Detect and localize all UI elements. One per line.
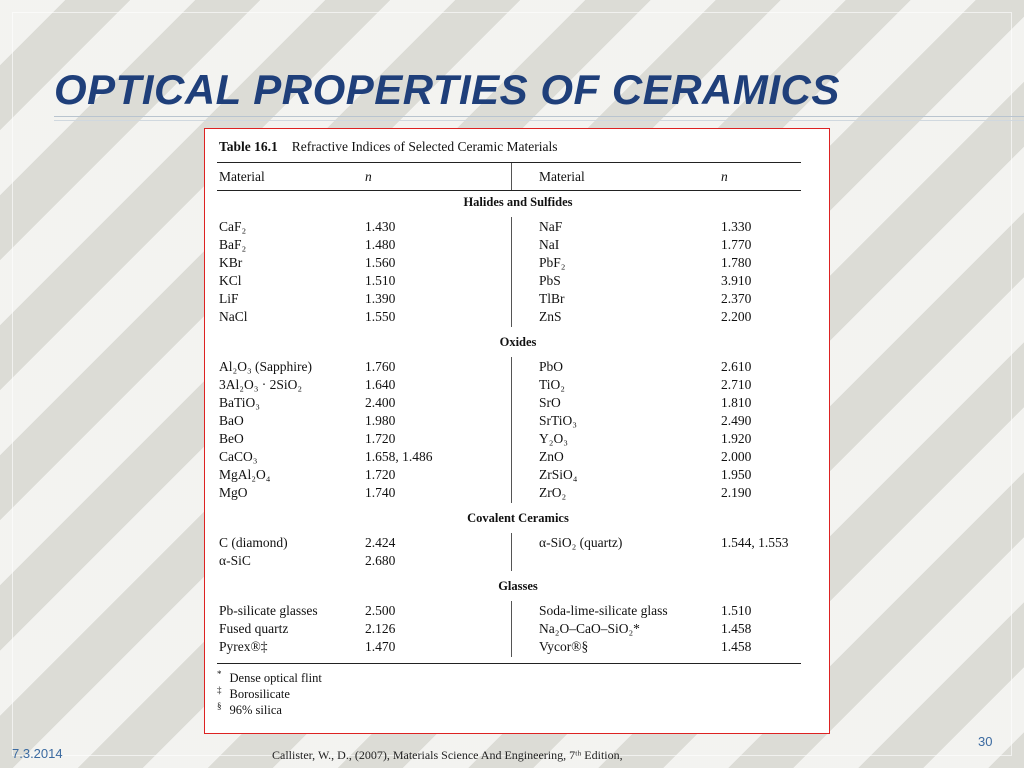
column-separator [511,533,512,571]
index-left: 2.126 [365,621,396,636]
column-separator [511,601,512,657]
material-left: BaO [219,413,244,428]
index-left: 2.400 [365,395,396,410]
material-left: α-SiC [219,553,251,568]
material-left: NaCl [219,309,248,324]
index-left: 1.560 [365,255,396,270]
slide-number: 30 [978,734,993,749]
index-right: 1.330 [721,219,752,234]
column-separator [511,217,512,327]
index-right: 2.190 [721,485,752,500]
header-material-right: Material [539,169,585,184]
header-material-left: Material [219,169,265,184]
index-right: 2.200 [721,309,752,324]
slide-title: OPTICAL PROPERTIES OF CERAMICS [54,66,840,113]
footnote [217,701,282,718]
index-left: 2.424 [365,535,396,550]
rule-top [217,162,801,163]
material-right: PbO [539,359,564,374]
index-left: 1.550 [365,309,396,324]
material-right: Soda-lime-silicate glass [539,603,668,618]
material-right: Vycor®§ [539,639,589,654]
index-left: 1.510 [365,273,396,288]
index-right: 2.370 [721,291,752,306]
table-caption [219,139,558,155]
refractive-index-table [204,128,830,734]
index-right: 1.510 [721,603,752,618]
index-right: 1.950 [721,467,752,482]
material-right: ZrO₂ [539,485,567,500]
footnote [217,685,290,702]
material-left: 3Al₂O₃ · 2SiO₂ [219,377,303,392]
index-left: 2.680 [365,553,396,568]
material-left: BeO [219,431,244,446]
index-right: 1.780 [721,255,752,270]
index-right: 1.458 [721,639,752,654]
material-left: C (diamond) [219,535,288,550]
material-left: CaF₂ [219,219,247,234]
material-left: BaF₂ [219,237,247,252]
index-left: 1.980 [365,413,396,428]
material-right: SrTiO₃ [539,413,577,428]
index-left: 1.760 [365,359,396,374]
index-left: 1.720 [365,467,396,482]
index-left: 1.720 [365,431,396,446]
material-left: LiF [219,291,239,306]
material-left: Pyrex®‡ [219,639,268,654]
material-right: PbS [539,273,561,288]
header-n-left: n [365,169,372,184]
material-right: Y₂O₃ [539,431,568,446]
index-left: 1.470 [365,639,396,654]
material-right: SrO [539,395,561,410]
material-right: NaI [539,237,560,252]
index-right: 2.610 [721,359,752,374]
material-right: NaF [539,219,563,234]
index-right: 1.544, 1.553 [721,535,789,550]
index-right: 2.710 [721,377,752,392]
material-left: BaTiO₃ [219,395,260,410]
footnote-text: Dense optical flint [229,671,322,686]
material-right: α-SiO₂ (quartz) [539,535,623,550]
index-right: 2.490 [721,413,752,428]
material-right: ZnO [539,449,564,464]
footer-citation: Callister, W., D., (2007), Materials Science And Engineering, 7ᵗʰ Edition, [272,748,623,762]
footnote [217,669,322,686]
footnote-text: Borosilicate [229,687,290,702]
index-right: 2.000 [721,449,752,464]
rule-header [217,190,801,191]
index-left: 1.390 [365,291,396,306]
header-n-right: n [721,169,728,184]
footnote-mark: ‡ [217,685,222,695]
column-separator [511,357,512,503]
index-right: 1.458 [721,621,752,636]
material-right: PbF₂ [539,255,566,270]
footer-date: 7.3.2014 [12,746,63,761]
material-left: MgAl₂O₄ [219,467,271,482]
material-left: KBr [219,255,243,270]
index-left: 1.480 [365,237,396,252]
index-left: 1.430 [365,219,396,234]
footnote-text: 96% silica [229,703,282,718]
material-right: TiO₂ [539,377,565,392]
footnote-mark: * [217,669,222,679]
material-left: Al₂O₃ (Sapphire) [219,359,313,374]
material-left: MgO [219,485,248,500]
table-caption-text: Refractive Indices of Selected Ceramic Materials [291,139,558,154]
index-right: 1.920 [721,431,752,446]
material-right: ZnS [539,309,562,324]
material-left: KCl [219,273,242,288]
index-right: 1.810 [721,395,752,410]
material-right: ZrSiO₄ [539,467,578,482]
material-left: CaCO₃ [219,449,258,464]
title-rule [54,116,1024,117]
section-heading: Covalent Ceramics [467,511,569,525]
index-right: 3.910 [721,273,752,288]
section-heading: Oxides [499,335,537,349]
footnote-mark: § [217,701,222,711]
index-left: 1.658, 1.486 [365,449,433,464]
material-right: Na₂O–CaO–SiO₂* [539,621,640,636]
section-heading: Glasses [498,579,538,593]
material-left: Pb-silicate glasses [219,603,318,618]
rule-bottom [217,663,801,664]
table-label: Table 16.1 [219,139,278,154]
title-rule-secondary [54,120,1024,121]
index-right: 1.770 [721,237,752,252]
column-separator-header [511,163,512,190]
index-left: 2.500 [365,603,396,618]
index-left: 1.640 [365,377,396,392]
index-left: 1.740 [365,485,396,500]
section-heading: Halides and Sulfides [463,195,573,209]
material-right: TlBr [539,291,565,306]
material-left: Fused quartz [219,621,289,636]
